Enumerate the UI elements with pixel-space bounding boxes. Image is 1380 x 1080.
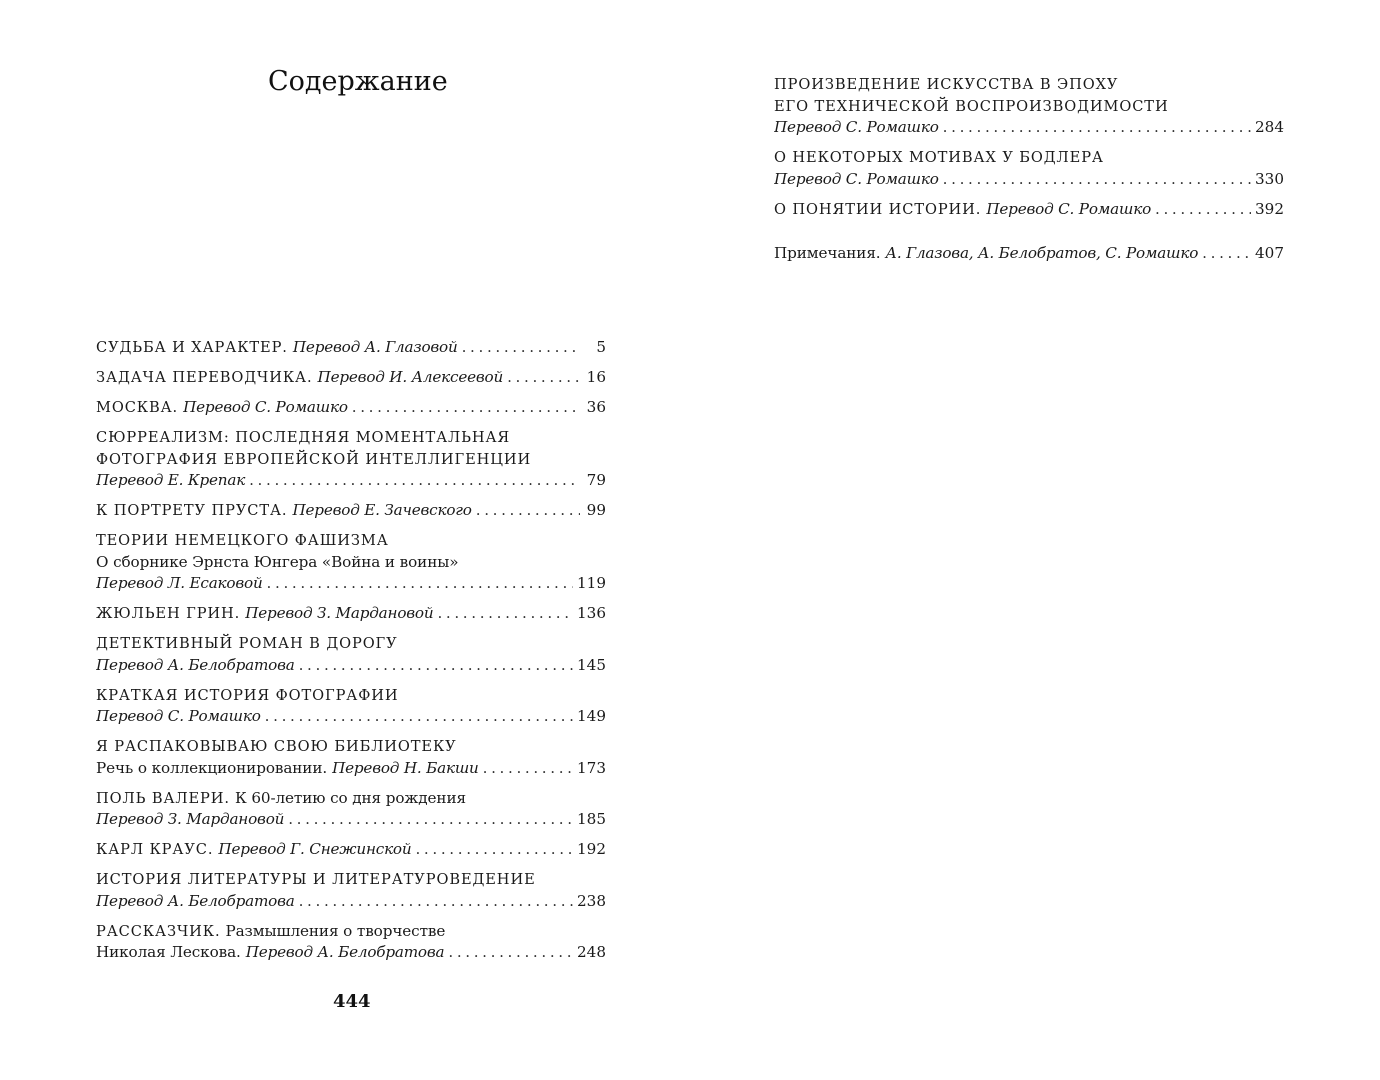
entry-page-number: 99 bbox=[586, 501, 606, 519]
toc-entry[interactable] bbox=[774, 147, 1284, 190]
entry-title: О НЕКОТОРЫХ МОТИВАХ У БОДЛЕРА bbox=[774, 149, 1104, 166]
toc-entry[interactable] bbox=[774, 74, 1284, 139]
toc-line bbox=[96, 470, 606, 492]
entry-page-number: 145 bbox=[577, 655, 606, 674]
entry-title: РАССКАЗЧИК. bbox=[96, 922, 221, 940]
entry-title: ТЕОРИИ НЕМЕЦКОГО ФАШИЗМА bbox=[96, 532, 389, 549]
entry-subtitle: К 60-летию со дня рождения bbox=[234, 788, 466, 807]
toc-line bbox=[96, 942, 606, 964]
dot-leader bbox=[415, 839, 573, 861]
toc-line bbox=[96, 530, 606, 552]
dot-leader bbox=[249, 470, 580, 492]
entry-title: ФОТОГРАФИЯ ЕВРОПЕЙСКОЙ ИНТЕЛЛИГЕНЦИИ bbox=[96, 450, 532, 468]
toc-line bbox=[96, 788, 606, 810]
toc-entry[interactable] bbox=[96, 397, 606, 419]
toc-entry[interactable] bbox=[96, 633, 606, 676]
entry-page-number: 5 bbox=[596, 338, 606, 356]
toc-entry[interactable] bbox=[96, 367, 606, 389]
entry-title: ЕГО ТЕХНИЧЕСКОЙ ВОСПРОИЗВОДИМОСТИ bbox=[774, 97, 1169, 115]
dot-leader bbox=[299, 891, 573, 913]
entry-title: ЗАДАЧА ПЕРЕВОДЧИКА. bbox=[96, 369, 313, 386]
entry-page-number: 149 bbox=[577, 707, 606, 725]
toc-entry[interactable] bbox=[96, 603, 606, 625]
toc-line bbox=[774, 117, 1284, 139]
toc-entry[interactable] bbox=[96, 869, 606, 912]
toc-line bbox=[96, 869, 606, 891]
entry-page-number: 185 bbox=[577, 810, 606, 828]
entry-translator: Перевод Е. Крепак bbox=[96, 471, 246, 489]
dot-leader bbox=[1155, 199, 1251, 221]
toc-line bbox=[96, 397, 606, 419]
entry-page-number: 407 bbox=[1255, 243, 1284, 262]
dot-leader bbox=[462, 337, 580, 359]
entry-translator: Перевод Н. Бакши bbox=[332, 758, 479, 777]
toc-entry[interactable] bbox=[96, 427, 606, 492]
dot-leader bbox=[352, 397, 580, 419]
entry-title: Я РАСПАКОВЫВАЮ СВОЮ БИБЛИОТЕКУ bbox=[96, 738, 457, 755]
entry-page-number: 173 bbox=[577, 758, 606, 777]
toc-line bbox=[96, 921, 606, 943]
toc-line bbox=[96, 685, 606, 707]
entry-translator: Перевод А. Белобратова bbox=[96, 891, 295, 910]
toc-line bbox=[96, 758, 606, 780]
entry-title: СЮРРЕАЛИЗМ: ПОСЛЕДНЯЯ МОМЕНТАЛЬНАЯ bbox=[96, 429, 511, 446]
entry-page-number: 192 bbox=[577, 840, 606, 858]
toc-entry[interactable] bbox=[96, 685, 606, 728]
toc-line bbox=[96, 337, 606, 359]
entry-title: ЖЮЛЬЕН ГРИН. bbox=[96, 605, 241, 622]
entry-translator: Перевод З. Мардановой bbox=[245, 604, 434, 622]
entry-subtitle: О сборнике Эрнста Юнгера «Война и воины» bbox=[96, 552, 459, 571]
entry-title: СУДЬБА И ХАРАКТЕР. bbox=[96, 339, 288, 356]
entry-translator: Перевод З. Мардановой bbox=[96, 810, 285, 828]
entry-page-number: 284 bbox=[1255, 118, 1284, 136]
toc-line bbox=[96, 367, 606, 389]
entry-translator: Перевод С. Ромашко bbox=[96, 707, 261, 725]
entry-title: ПРОИЗВЕДЕНИЕ ИСКУССТВА В ЭПОХУ bbox=[774, 76, 1119, 93]
entry-page-number: 119 bbox=[577, 574, 606, 592]
dot-leader bbox=[448, 942, 573, 964]
toc-line bbox=[774, 199, 1284, 221]
dot-leader bbox=[299, 655, 573, 677]
entry-translator: Перевод А. Белобратова bbox=[245, 943, 445, 961]
entry-translator: Перевод А. Белобратова bbox=[96, 655, 295, 674]
toc-entry[interactable] bbox=[96, 788, 606, 831]
toc-line bbox=[96, 500, 606, 522]
entry-title: ИСТОРИЯ ЛИТЕРАТУРЫ И ЛИТЕРАТУРОВЕДЕНИЕ bbox=[96, 871, 536, 888]
page-number: 444 bbox=[333, 991, 371, 1012]
entry-translator: Перевод А. Глазовой bbox=[292, 338, 458, 356]
toc-line bbox=[774, 243, 1284, 265]
entry-subtitle: Размышления о творчестве bbox=[225, 921, 446, 940]
toc-entry[interactable] bbox=[96, 736, 606, 779]
toc-line bbox=[774, 147, 1284, 169]
entry-page-number: 136 bbox=[577, 604, 606, 622]
entry-translator: Перевод С. Ромашко bbox=[986, 199, 1152, 218]
entry-translator: Перевод Г. Снежинской bbox=[218, 840, 412, 858]
dot-leader bbox=[288, 809, 573, 831]
entry-title: ПОЛЬ ВАЛЕРИ. bbox=[96, 789, 230, 807]
toc-left-column bbox=[96, 337, 606, 972]
entry-page-number: 392 bbox=[1255, 199, 1284, 218]
toc-line bbox=[96, 603, 606, 625]
entry-subtitle: Речь о коллекционировании. bbox=[96, 758, 328, 777]
entry-title: КРАТКАЯ ИСТОРИЯ ФОТОГРАФИИ bbox=[96, 686, 399, 704]
entry-translator: Перевод Е. Зачевского bbox=[292, 501, 472, 519]
dot-leader bbox=[437, 603, 573, 625]
entry-translator: Перевод С. Ромашко bbox=[774, 169, 939, 188]
entry-translator: Перевод Л. Есаковой bbox=[96, 574, 263, 592]
toc-line bbox=[96, 706, 606, 728]
dot-leader bbox=[267, 573, 573, 595]
toc-line bbox=[774, 74, 1284, 96]
entry-title: КАРЛ КРАУС. bbox=[96, 841, 214, 858]
entry-page-number: 248 bbox=[577, 943, 606, 961]
dot-leader bbox=[476, 500, 580, 522]
toc-line bbox=[96, 736, 606, 758]
entry-subtitle: Николая Лескова. bbox=[96, 943, 241, 961]
entry-page-number: 36 bbox=[586, 398, 606, 416]
dot-leader bbox=[943, 169, 1251, 191]
dot-leader bbox=[265, 706, 573, 728]
toc-entry[interactable] bbox=[96, 839, 606, 861]
toc-entry[interactable] bbox=[96, 337, 606, 359]
toc-entry[interactable] bbox=[96, 500, 606, 522]
entry-translator: А. Глазова, А. Белобратов, С. Ромашко bbox=[885, 243, 1199, 262]
toc-line bbox=[774, 96, 1284, 118]
toc-entry[interactable] bbox=[96, 921, 606, 964]
entry-translator: Перевод И. Алексеевой bbox=[317, 368, 504, 386]
entry-translator: Перевод С. Ромашко bbox=[774, 118, 939, 136]
dot-leader bbox=[1202, 243, 1251, 265]
entry-page-number: 238 bbox=[577, 891, 606, 910]
toc-line bbox=[96, 891, 606, 913]
dot-leader bbox=[507, 367, 580, 389]
toc-line bbox=[96, 552, 606, 574]
entry-translator: Перевод С. Ромашко bbox=[183, 398, 348, 416]
toc-line bbox=[96, 809, 606, 831]
toc-line bbox=[96, 655, 606, 677]
entry-page-number: 16 bbox=[586, 368, 606, 386]
toc-entry[interactable] bbox=[774, 243, 1284, 265]
toc-line bbox=[774, 169, 1284, 191]
dot-leader bbox=[943, 117, 1251, 139]
toc-right-column bbox=[774, 74, 1284, 273]
page-title: Содержание bbox=[268, 66, 448, 97]
toc-line bbox=[96, 839, 606, 861]
entry-title: К ПОРТРЕТУ ПРУСТА. bbox=[96, 502, 288, 519]
section-gap bbox=[774, 229, 1284, 243]
toc-line bbox=[96, 573, 606, 595]
entry-page-number: 330 bbox=[1255, 169, 1284, 188]
toc-line bbox=[96, 449, 606, 471]
entry-subtitle: Примечания. bbox=[774, 243, 881, 262]
entry-page-number: 79 bbox=[586, 471, 606, 489]
entry-title: МОСКВА. bbox=[96, 399, 179, 416]
toc-entry[interactable] bbox=[774, 199, 1284, 221]
toc-line bbox=[96, 633, 606, 655]
entry-title: ДЕТЕКТИВНЫЙ РОМАН В ДОРОГУ bbox=[96, 635, 398, 652]
entry-title: О ПОНЯТИИ ИСТОРИИ. bbox=[774, 200, 982, 218]
dot-leader bbox=[483, 758, 573, 780]
toc-line bbox=[96, 427, 606, 449]
toc-entry[interactable] bbox=[96, 530, 606, 595]
